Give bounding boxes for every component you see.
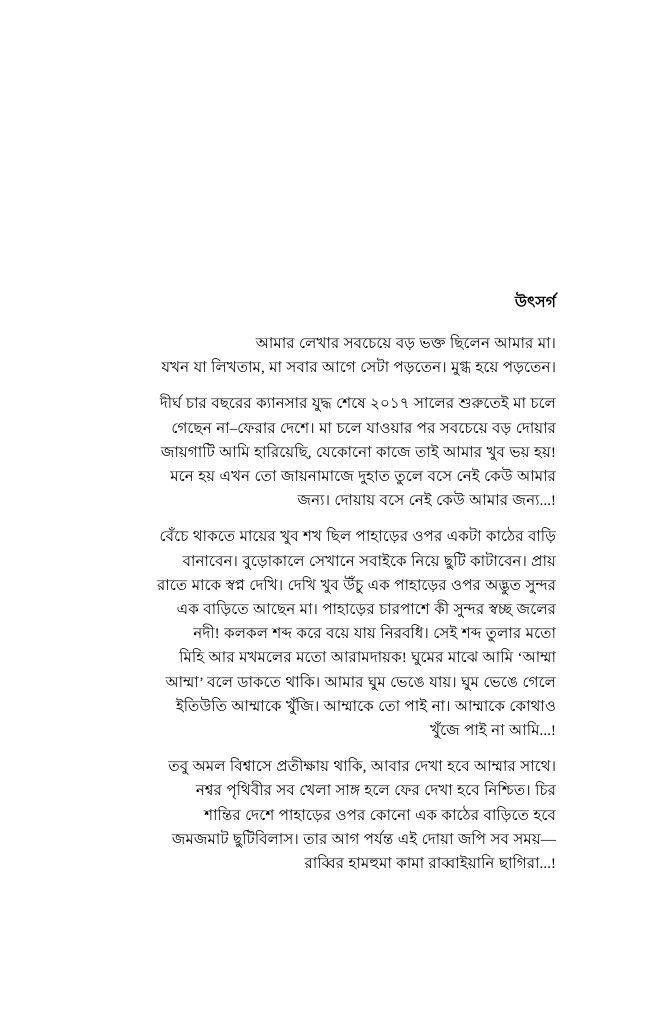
dedication-paragraph-1 (100, 332, 556, 380)
text-line: ইতিউতি আম্মাকে খুঁজি। আম্মাকে তো পাই না। আম্মাকে কোথাও (175, 697, 556, 715)
text-line: রাব্বির হামহুমা কামা রাব্বাইয়ানি ছাগিরা...! (304, 855, 556, 873)
text-line: রাতে মাকে স্বপ্ন দেখি। দেখি খুব উঁচু এক পাহাড়ের ওপর অদ্ভুত সুন্দর (157, 576, 556, 594)
text-line: গেছেন না–ফেরার দেশে। মা চলে যাওয়ার পর সবচেয়ে বড় দোয়ার (171, 419, 556, 437)
text-line: বানাবেন। বুড়োকালে সেখানে সবাইকে নিয়ে ছুটি কাটাবেন। প্রায় (182, 552, 556, 570)
text-line: যখন যা লিখতাম, মা সবার আগে সেটা পড়তেন। মুগ্ধ হয়ে পড়তেন। (161, 359, 556, 377)
dedication-content (100, 292, 556, 876)
dedication-paragraph-3 (100, 525, 556, 743)
text-line: নদী! কলকল শব্দ করে বয়ে যায় নিরবধি। সেই শব্দ তুলার মতো (193, 625, 556, 643)
text-line: নশ্বর পৃথিবীর সব খেলা সাঙ্গ হলে ফের দেখা হবে নিশ্চিত। চির (195, 782, 556, 800)
text-line: এক বাড়িতে আছেন মা। পাহাড়ের চারপাশে কী সুন্দর স্বচ্ছ জলের (176, 601, 556, 619)
text-line: আম্মা’ বলে ডাকতে থাকি। আমার ঘুম ভেঙে যায়। ঘুম ভেঙে গেলে (165, 673, 556, 691)
text-line: খুঁজে পাই না আমি...! (430, 722, 556, 740)
text-line: জমজমাট ছুটিবিলাস। তার আগ পর্যন্ত এই দোয়া জপি সব সময়— (171, 830, 556, 848)
text-line: মিহি আর মখমলের মতো আরামদায়ক! ঘুমের মাঝে আমি ‘আম্মা (179, 649, 556, 667)
dedication-paragraph-4 (100, 755, 556, 876)
text-line: দীর্ঘ চার বছরের ক্যানসার যুদ্ধ শেষে ২০১৭ সালের শুরুতেই মা চলে (159, 395, 556, 413)
text-line: আমার লেখার সবচেয়ে বড় ভক্ত ছিলেন আমার মা। (255, 335, 556, 352)
text-line: জন্য। দোয়ায় বসে নেই কেউ আমার জন্য...! (297, 492, 556, 510)
dedication-heading: উৎসর্গ (514, 294, 556, 311)
text-line: তবু অমল বিশ্বাসে প্রতীক্ষায় থাকি, আবার দেখা হবে আম্মার সাথে। (168, 758, 556, 776)
text-line: মনে হয় এখন তো জায়নামাজে দুহাত তুলে বসে নেই কেউ আমার (170, 468, 556, 486)
text-line: জায়গাটি আমি হারিয়েছি, যেকোনো কাজে তাই আমার খুব ভয় হয়! (160, 443, 556, 461)
text-line: শান্তির দেশে পাহাড়ের ওপর কোনো এক কাঠের বাড়িতে হবে (204, 806, 556, 824)
text-line: বেঁচে থাকতে মায়ের খুব শখ ছিল পাহাড়ের ওপর একটা কাঠের বাড়ি (159, 528, 556, 546)
dedication-paragraph-2 (100, 392, 556, 513)
